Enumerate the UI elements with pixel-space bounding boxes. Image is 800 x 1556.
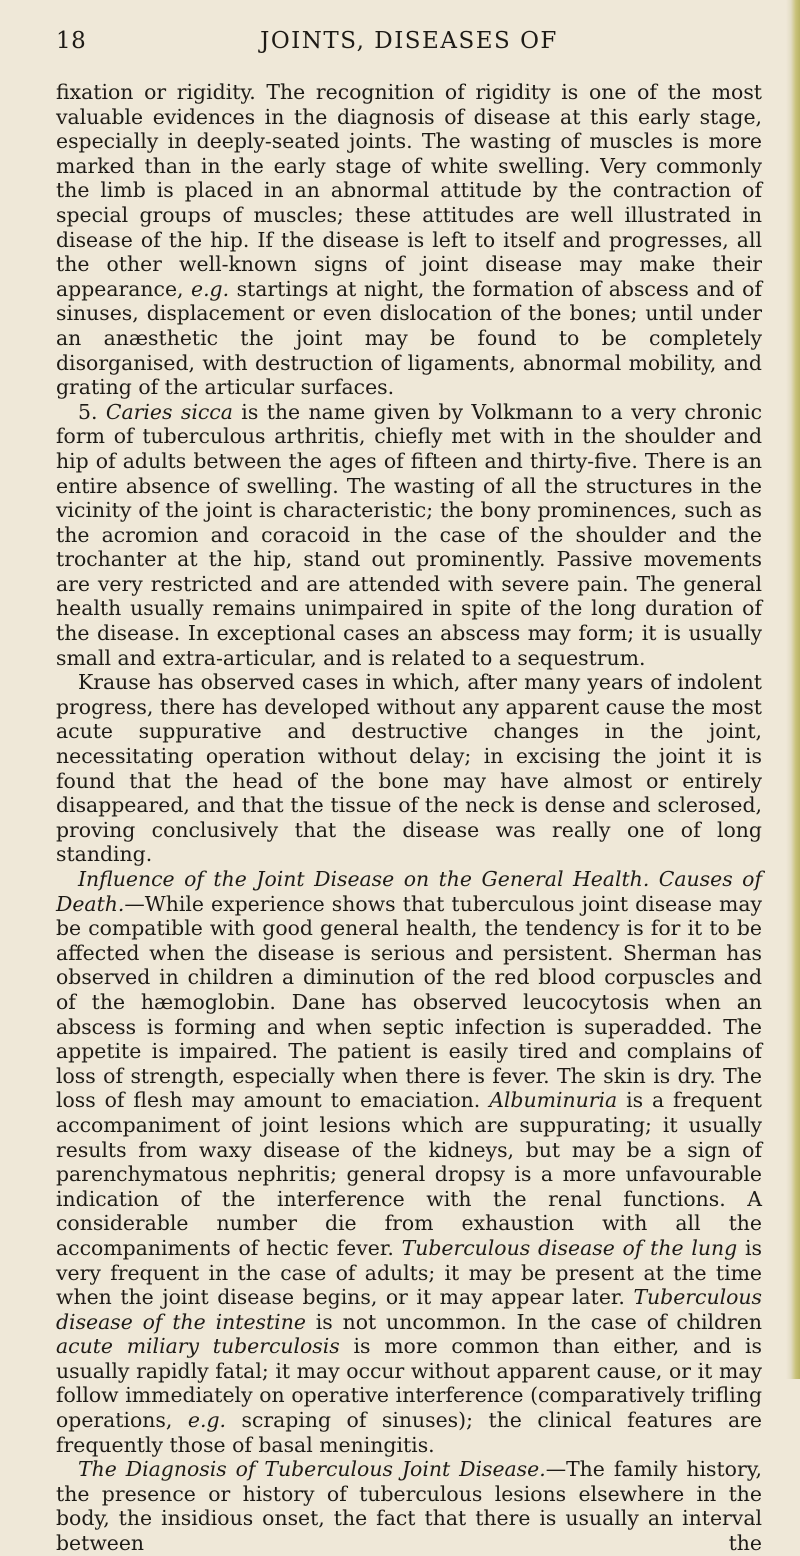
paragraph-krause bbox=[56, 670, 762, 867]
italic-text-run: e.g. bbox=[187, 1408, 226, 1433]
text-run: —While experience shows that tuberculous joint disease may be compatible with good general health, the tendency is for it to be affected when the disease is serious and persistent. Sherman has observed in children a diminution of the red blood corpuscles and of the hæmoglobin. Dane has observed leucocytosis when an abscess is forming and when septic infection is superadded. The appetite is impaired. The patient is easily tired and complains of loss of strength, especially when there is fever. The skin is dry. The loss of flesh may amount to emaciation. bbox=[56, 891, 762, 1113]
italic-text-run: e.g. bbox=[191, 276, 230, 301]
paragraph-diagnosis bbox=[56, 1457, 762, 1555]
page-edge bbox=[786, 0, 800, 1379]
text-run: is a frequent accompaniment of joint lesions which are suppurating; it usually results from waxy disease of the kidneys, but may be a sign of parenchymatous nephritis; general dropsy is a more unfavourable indication of the interference with the renal functions. A considerable number die from exhaustion with all the accompaniments of hectic fever. bbox=[56, 1088, 762, 1260]
text-run: is very frequent in the case of adults; it may be present at the time when the joint disease begins, or it may appear later. bbox=[56, 1235, 763, 1310]
text-run: is more common than either, and is usually rapidly fatal; it may occur without apparent cause, or it may follow immediately on operative interference (comparatively trifling operations, bbox=[56, 1334, 762, 1433]
paragraph-fixation bbox=[56, 80, 762, 400]
page-header bbox=[56, 22, 762, 62]
text-run: —The family history, the presence or history of tuberculous lesions elsewhere in the body, the insidious onset, the fact that there is usually an interval between the bbox=[56, 1457, 762, 1556]
page-number: 18 bbox=[56, 28, 87, 54]
text-run: is not uncommon. In the case of children bbox=[305, 1309, 762, 1334]
paragraph-caries-sicca bbox=[56, 400, 762, 671]
italic-text-run: The Diagnosis of Tuberculous Joint Disease. bbox=[78, 1457, 546, 1482]
text-run: is the name given by Volkmann to a very chronic form of tuberculous arthritis, chiefly met with in the shoulder and hip of adults between the ages of fifteen and thirty-five. There is an entire absence of swelling. The wasting of all the structures in the vicinity of the joint is characteristic; the bony prominences, such as the acromion and coracoid in the case of the shoulder and the trochanter at the hip, stand out prominently. Passive movements are very restricted and are attended with severe pain. The general health usually remains unimpaired in spite of the long duration of the disease. In exceptional cases an abscess may form; it is usually small and extra-articular, and is related to a sequestrum. bbox=[56, 399, 762, 670]
italic-text-run: Caries sicca bbox=[105, 399, 233, 424]
running-title: JOINTS, DISEASES OF bbox=[260, 28, 558, 54]
italic-text-run: Tuberculous disease of the lung bbox=[401, 1235, 738, 1260]
text-run: scraping of sinuses); the clinical features are frequently those of basal meningitis. bbox=[56, 1408, 762, 1457]
text-run: 5. bbox=[78, 399, 106, 424]
paragraph-general-health bbox=[56, 867, 762, 1457]
text-run: Krause has observed cases in which, after many years of indolent progress, there has developed without any apparent cause the most acute suppurative and destructive changes in the joint, necessitating operation without delay; in excising the joint it is found that the head of the bone may have almost or entirely disappeared, and that the tissue of the neck is dense and sclerosed, proving conclusively that the disease was really one of long standing. bbox=[56, 670, 762, 867]
italic-text-run: Influence of the Joint Disease on the General Health. Causes of Death. bbox=[56, 867, 762, 916]
text-run: fixation or rigidity. The recognition of rigidity is one of the most valuable evidences in the diagnosis of disease at this early stage, especially in deeply-seated joints. The wasting of muscles is more marked than in the early stage of white swelling. Very commonly the limb is placed in an abnormal attitude by the contraction of special groups of muscles; these attitudes are well illustrated in disease of the hip. If the disease is left to itself and progresses, all the other well-known signs of joint disease may make their appearance, bbox=[56, 80, 762, 301]
body-text bbox=[56, 80, 762, 1556]
text-run: startings at night, the formation of abscess and of sinuses, displacement or even dislocation of the bones; until under an anæsthetic the joint may be found to be completely disorganised, with destruction of ligaments, abnormal mobility, and grating of the articular surfaces. bbox=[56, 276, 762, 400]
italic-text-run: Tuberculous disease of the intestine bbox=[56, 1285, 762, 1334]
italic-text-run: acute miliary tuberculosis bbox=[56, 1334, 340, 1359]
italic-text-run: Albuminuria bbox=[489, 1088, 618, 1113]
